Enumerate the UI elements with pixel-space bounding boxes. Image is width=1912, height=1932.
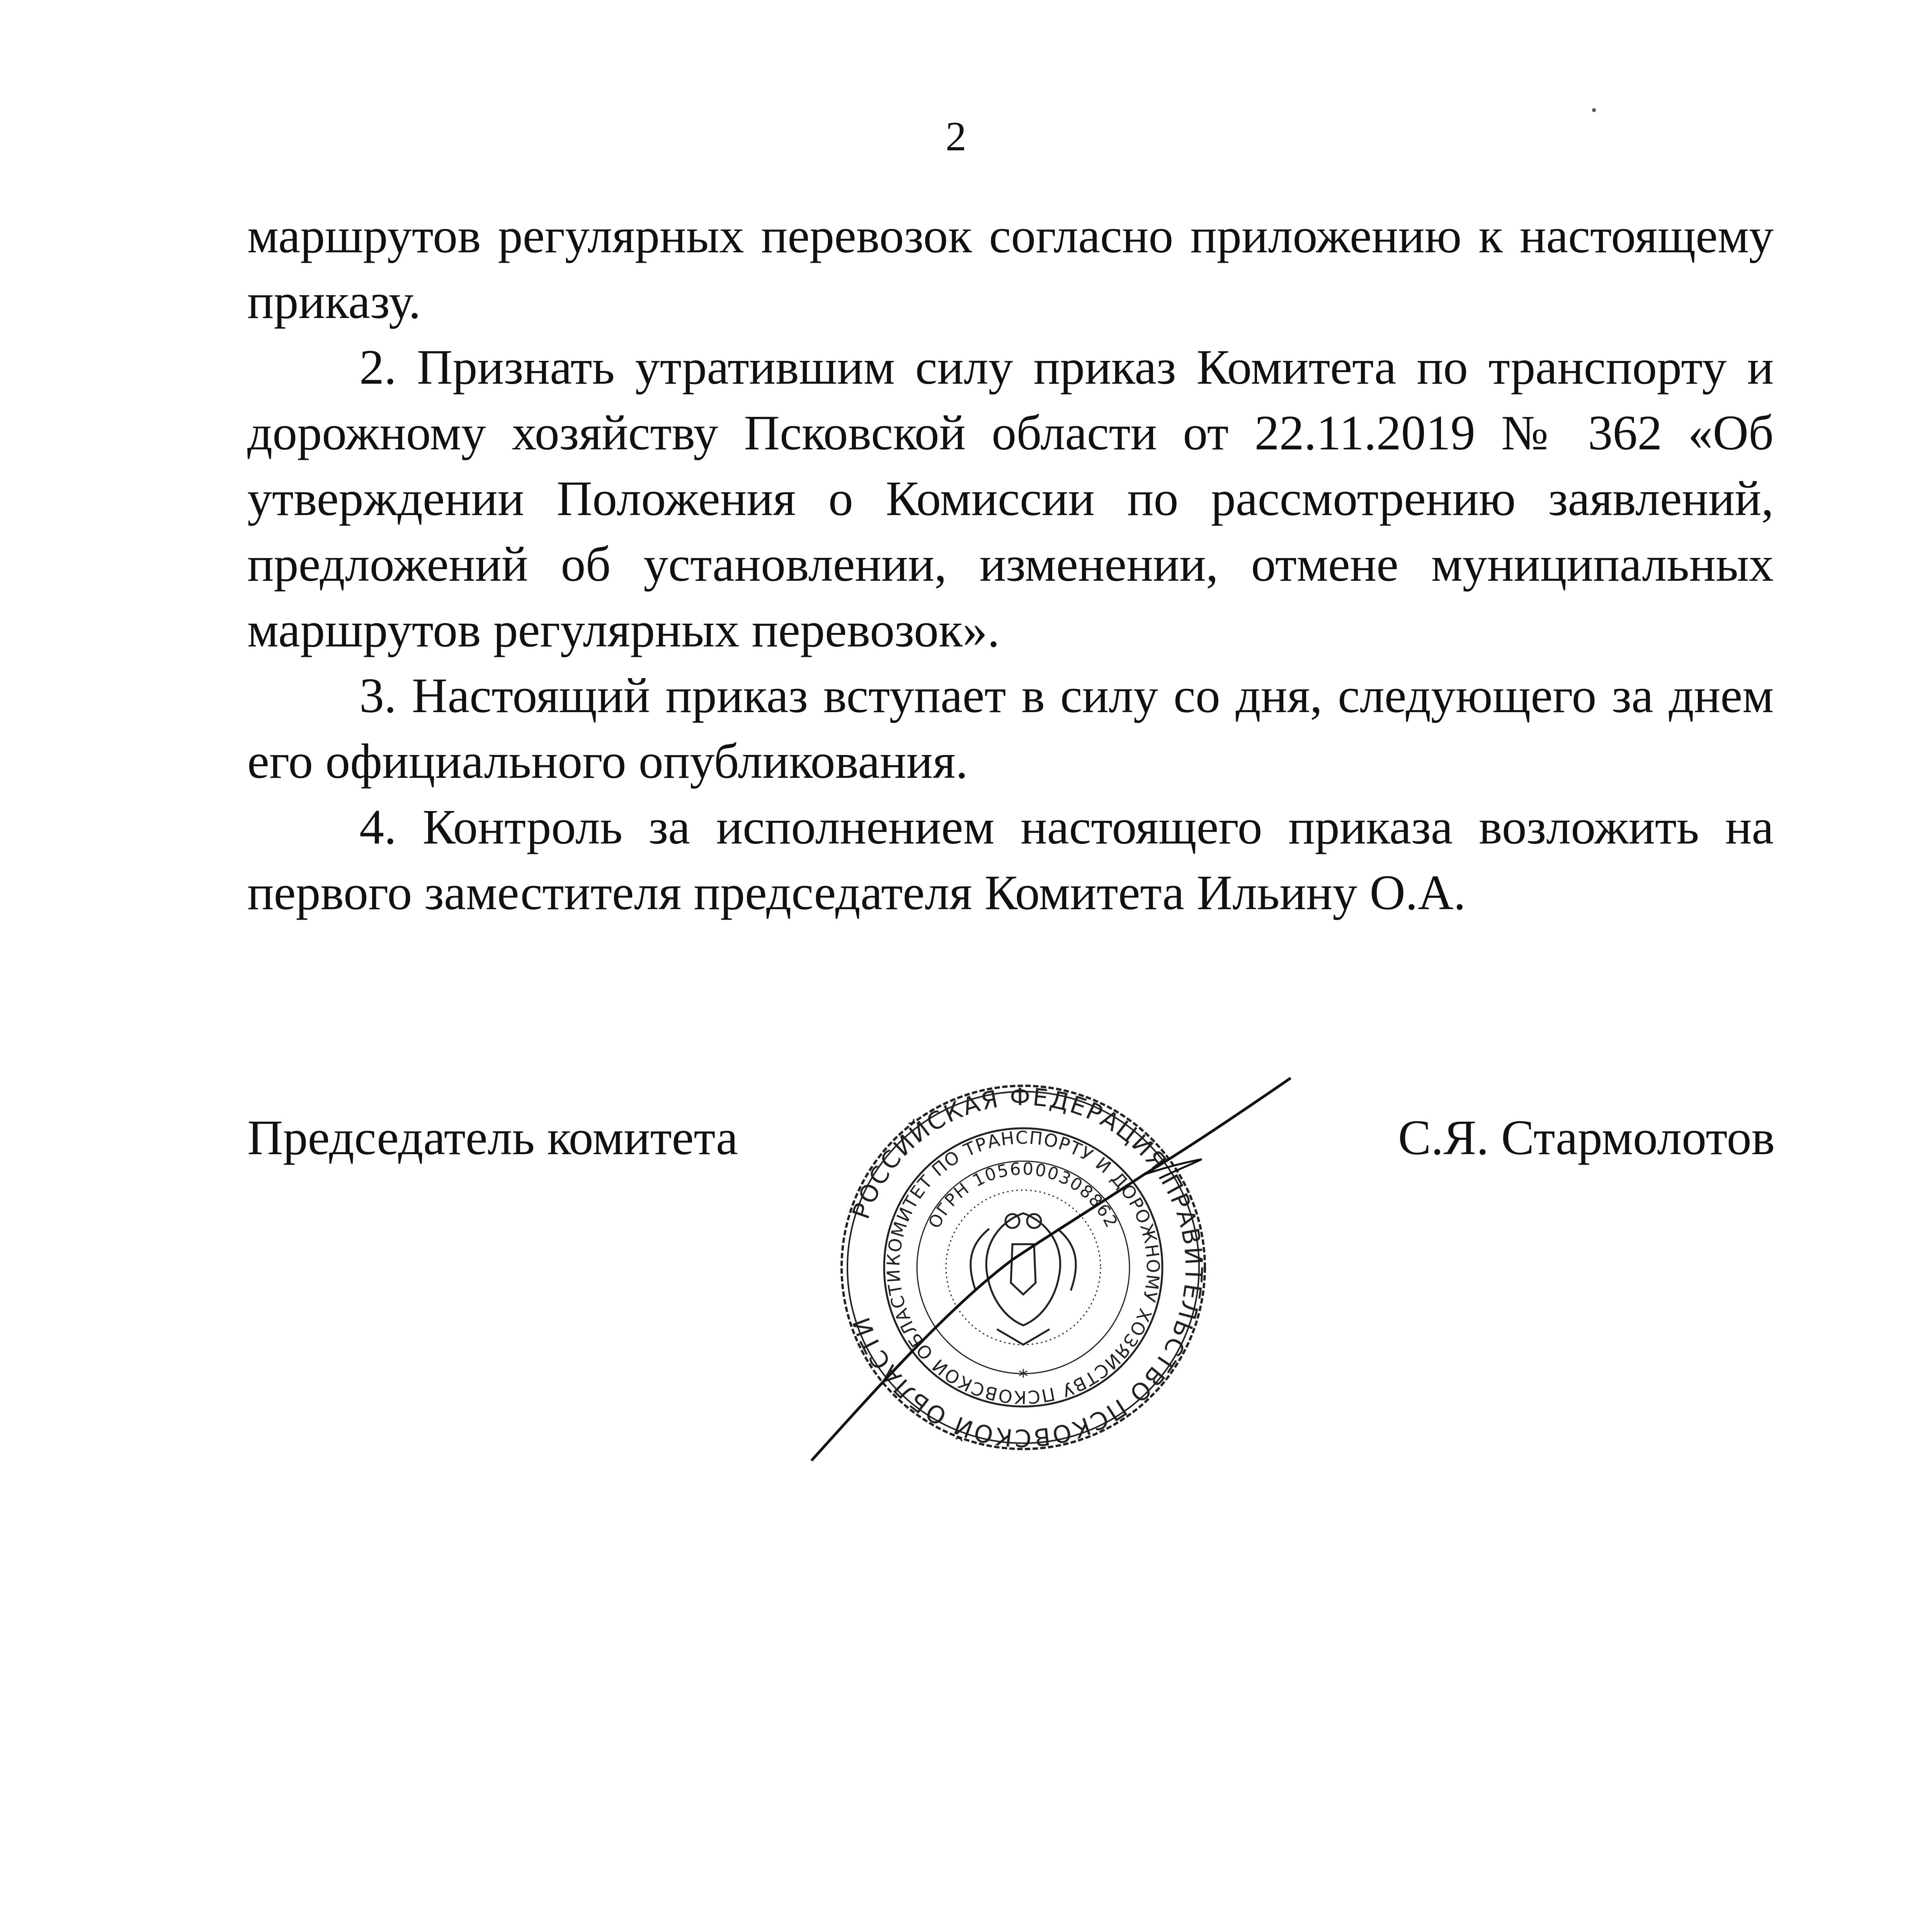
- page-number: 2: [946, 114, 966, 160]
- seal-inner-text: КОМИТЕТ ПО ТРАНСПОРТУ И ДОРОЖНОМУ ХОЗЯЙСТВУ ПСКОВСКОЙ ОБЛАСТИ: [883, 1127, 1164, 1408]
- paragraph-item-3: 3. Настоящий приказ вступает в силу со дня, следующего за днем его официального опубликования.: [247, 668, 1774, 789]
- seal-star-icon: *: [1018, 1366, 1028, 1388]
- official-seal-with-signature: [765, 1012, 1306, 1468]
- signatory-position: Председатель комитета: [247, 1110, 738, 1165]
- seal-ogrn-text: ОГРН 1056000308862: [924, 1159, 1122, 1232]
- paragraph-continuation: маршрутов регулярных перевозок согласно приложению к настоящему приказу.: [247, 208, 1774, 329]
- signatory-name: С.Я. Стармолотов: [1398, 1110, 1775, 1165]
- paragraph-item-4: 4. Контроль за исполнением настоящего приказа возложить на первого заместителя председателя Комитета Ильину О.А.: [247, 799, 1774, 920]
- paragraph-item-2: 2. Признать утратившим силу приказ Комитета по транспорту и дорожному хозяйству Псковской области от 22.11.2019 № 362 «Об утверждении Положения о Комиссии по рассмотрению заявлений, предложений об установлении, изменении, отмене муниципальных маршрутов регулярных перевозок».: [247, 340, 1774, 657]
- scan-speck: [1592, 108, 1596, 112]
- document-body: [247, 203, 1774, 925]
- seal-outer-text: РОССИЙСКАЯ ФЕДЕРАЦИЯ ПРАВИТЕЛЬСТВО ПСКОВСКОЙ ОБЛАСТИ: [846, 1082, 1208, 1452]
